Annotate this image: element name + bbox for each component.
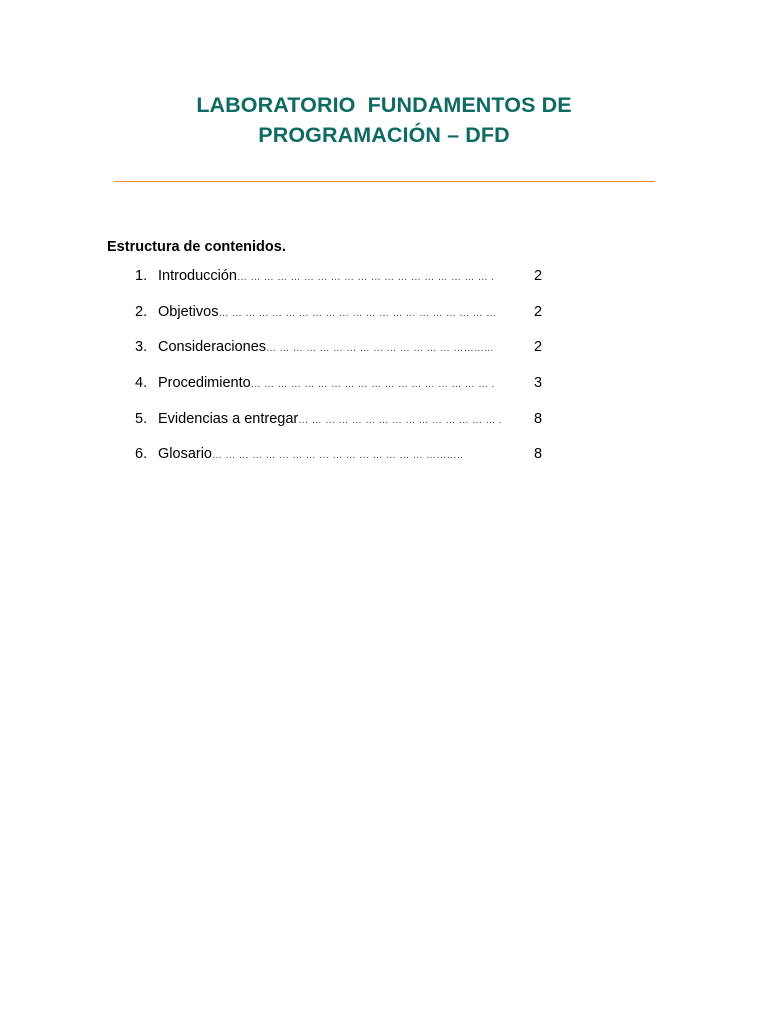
- toc-item-text: [158, 443, 463, 467]
- toc-item-text: [158, 301, 496, 325]
- toc-item-leader: … … … … … … … … … … … … … … ………...: [266, 343, 494, 355]
- toc-item-leader: … … … … … … … … … … … … … … … … … … … .: [237, 272, 495, 283]
- toc-item-number: 2.: [135, 303, 148, 320]
- title-line-2: PROGRAMACIÓN – DFD: [258, 123, 510, 147]
- toc-item-label: Objetivos: [158, 303, 219, 320]
- toc-item: [133, 265, 553, 301]
- toc-item-label: Procedimiento: [158, 375, 251, 392]
- toc-item-leader: … … … … … … … … … … … … … … … .: [298, 414, 503, 426]
- toc-item-number: 4.: [135, 375, 148, 392]
- toc-item: [133, 372, 553, 408]
- toc-item: [133, 301, 553, 337]
- toc-item-label: Consideraciones: [158, 339, 267, 356]
- title-underline-rule: [114, 181, 655, 182]
- toc-item-label: Evidencias a entregar: [158, 410, 299, 427]
- toc-item: [133, 408, 553, 444]
- table-of-contents: [133, 265, 553, 479]
- toc-item-leader: … … … … … … … … … … … … … … … … … … .: [250, 379, 495, 391]
- toc-item-page: 3: [534, 375, 543, 392]
- toc-item: [133, 443, 553, 479]
- toc-item-number: 5.: [135, 410, 148, 427]
- toc-item-page: 2: [534, 339, 543, 356]
- toc-item-number: 1.: [135, 268, 148, 284]
- toc-item-leader: … … … … … … … … … … … … … … … … … … … … …: [218, 307, 497, 319]
- title-line-1: LABORATORIO FUNDAMENTOS DE: [196, 93, 572, 117]
- toc-heading: Estructura de contenidos.: [107, 239, 286, 255]
- toc-item-page: 2: [534, 303, 543, 320]
- toc-item-text: [158, 408, 502, 432]
- toc-item-number: 3.: [135, 339, 148, 356]
- document-title: [0, 90, 768, 150]
- toc-item-label: Introducción: [158, 268, 237, 284]
- toc-item-text: [158, 336, 493, 360]
- toc-item-leader: … … … … … … … … … … … … … … … … ………..: [212, 450, 464, 462]
- toc-item-page: 8: [534, 446, 543, 463]
- toc-item: [133, 336, 553, 372]
- toc-item-page: 2: [534, 268, 543, 284]
- toc-item-page: 8: [534, 410, 543, 427]
- toc-item-text: [158, 372, 495, 396]
- toc-item-text: [158, 265, 494, 289]
- toc-item-number: 6.: [135, 446, 148, 463]
- toc-item-label: Glosario: [158, 446, 212, 463]
